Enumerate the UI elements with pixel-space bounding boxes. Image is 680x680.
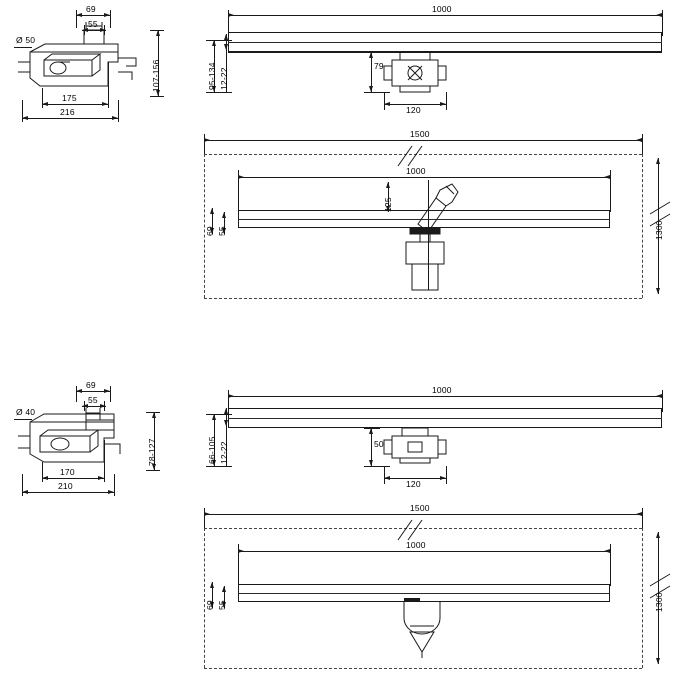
- dim-d40: Ø 40: [16, 407, 36, 417]
- outlet-housing-v5: [380, 428, 500, 474]
- channel-grate-line-v5: [228, 418, 662, 419]
- dim-55-v3: 55: [217, 226, 227, 236]
- outlet-assembly-v3: [396, 228, 466, 298]
- dim-55-v4: 55: [88, 395, 98, 405]
- dim-1000-v3: 1000: [406, 166, 426, 176]
- leader-d40: [14, 419, 32, 420]
- dim-55-v1: 55: [88, 19, 98, 29]
- channel-grate-line-v2: [228, 42, 662, 43]
- dim-1300-v3: 1300: [654, 220, 664, 240]
- dim-1500-v6: 1500: [410, 503, 430, 513]
- center-axis-v3: [428, 180, 429, 290]
- dim-125: 125: [383, 197, 393, 212]
- dim-66-105: 66-105: [207, 436, 217, 464]
- dim-79: 79: [374, 61, 384, 71]
- dim-69-v3: 69: [205, 226, 215, 236]
- install-area-bottom-v3: [204, 298, 642, 299]
- dim-210-line: [22, 492, 114, 493]
- leader-d50: [14, 47, 32, 48]
- dim-216: 216: [60, 107, 75, 117]
- dim-107-156: 107-156: [151, 59, 161, 92]
- dim-95-134: 95-134: [207, 62, 217, 90]
- dim-170: 170: [60, 467, 75, 477]
- dim-50: 50: [374, 439, 384, 449]
- dim-210: 210: [58, 481, 73, 491]
- dim-170-line: [42, 478, 104, 479]
- dim-69-v4: 69: [86, 380, 96, 390]
- dim-69-v1: 69: [86, 4, 96, 14]
- dim-1500-line-v6: [204, 514, 642, 515]
- dim-120-v2: 120: [406, 105, 421, 115]
- dim-1000-line-v3: [238, 177, 610, 178]
- dim-216-line: [22, 118, 118, 119]
- channel-grate-line-v6: [238, 593, 610, 594]
- dim-1000-line-v2: [228, 15, 662, 16]
- install-area-right-v6: [642, 528, 643, 668]
- dim-55-v6: 55: [217, 600, 227, 610]
- dim-120-v5: 120: [406, 479, 421, 489]
- dim-1500-line-v3: [204, 140, 642, 141]
- install-area-right-v3: [642, 154, 643, 298]
- dim-69-v6: 69: [205, 600, 215, 610]
- dim-12-22-v5: 12-22: [219, 441, 229, 464]
- view-4-section-geometry: [0, 380, 200, 500]
- dim-1000-v2: 1000: [432, 4, 452, 14]
- dim-1000-v5: 1000: [432, 385, 452, 395]
- dim-175-line: [42, 104, 108, 105]
- dim-d50: Ø 50: [16, 35, 36, 45]
- dim-1500-v3: 1500: [410, 129, 430, 139]
- dim-1300-v6: 1300: [654, 592, 664, 612]
- outlet-assembly-v6: [388, 602, 468, 662]
- dim-175: 175: [62, 93, 77, 103]
- dim-1000-line-v5: [228, 396, 662, 397]
- installation-tool-icon: [402, 180, 472, 234]
- dim-1000-line-v6: [238, 551, 610, 552]
- view-1-section-geometry: [0, 0, 200, 130]
- install-area-bottom-v6: [204, 668, 642, 669]
- dim-1000-v6: 1000: [406, 540, 426, 550]
- dim-78-127: 78-127: [147, 438, 157, 466]
- dim-12-22-v2: 12-22: [219, 67, 229, 90]
- install-area-left-v6: [204, 528, 205, 668]
